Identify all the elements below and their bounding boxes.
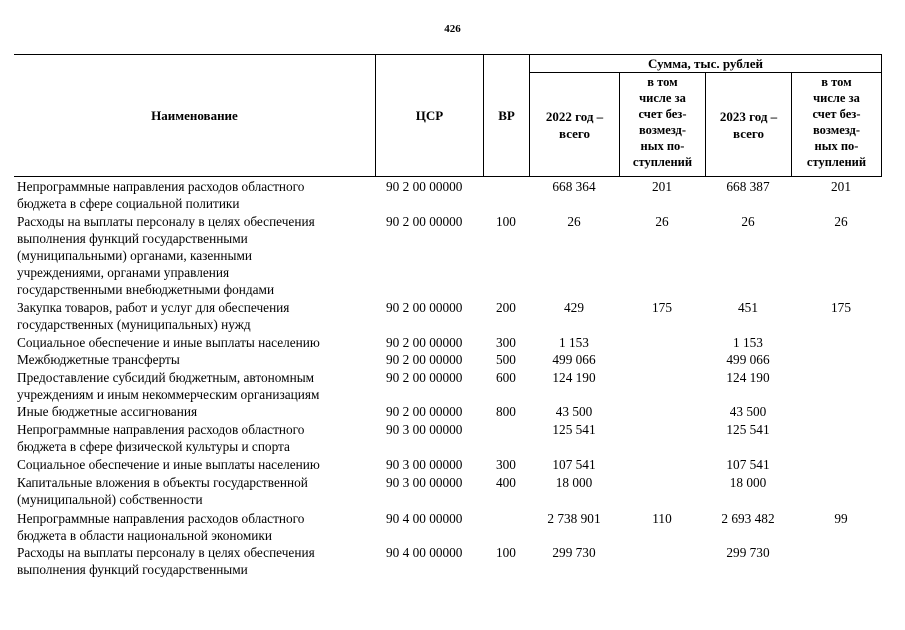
row-csr: 90 4 00 00000 [386, 545, 463, 560]
row-csr: 90 2 00 00000 [386, 370, 463, 385]
header-csr: ЦСР [415, 108, 444, 123]
row-2022-total: 18 000 [555, 475, 593, 490]
row-vr: 100 [496, 545, 516, 560]
row-2022-grants: 201 [652, 179, 672, 194]
row-2023-grants: 175 [831, 300, 851, 315]
row-2023-total: 451 [738, 300, 758, 315]
row-csr: 90 3 00 00000 [386, 457, 463, 472]
row-vr: 300 [496, 335, 516, 350]
row-2023-grants: 26 [834, 214, 848, 229]
col-divider-right [881, 54, 882, 177]
row-2023-total: 1 153 [733, 335, 763, 350]
row-name: Социальное обеспечение и иные выплаты населению [17, 457, 320, 472]
row-2023-total: 124 190 [726, 370, 770, 385]
row-2022-total: 2 738 901 [547, 511, 601, 526]
row-2023-total: 43 500 [729, 404, 767, 419]
row-csr: 90 2 00 00000 [386, 404, 463, 419]
row-2023-total: 668 387 [726, 179, 770, 194]
row-2022-total: 499 066 [552, 352, 596, 367]
sum-divider [530, 72, 882, 73]
row-name: Иные бюджетные ассигнования [17, 404, 198, 419]
header-2023-total: 2023 год – всего [719, 109, 778, 141]
row-vr: 600 [496, 370, 516, 385]
row-csr: 90 4 00 00000 [386, 511, 463, 526]
row-csr: 90 2 00 00000 [386, 352, 463, 367]
row-csr: 90 2 00 00000 [386, 179, 463, 194]
row-2022-grants: 26 [655, 214, 669, 229]
row-2023-total: 26 [741, 214, 755, 229]
row-2022-grants: 175 [652, 300, 672, 315]
row-2022-total: 26 [567, 214, 581, 229]
row-vr: 800 [496, 404, 516, 419]
row-2022-total: 43 500 [555, 404, 593, 419]
row-vr: 300 [496, 457, 516, 472]
row-2023-total: 299 730 [726, 545, 770, 560]
header-name: Наименование [151, 108, 238, 123]
row-2022-total: 429 [564, 300, 584, 315]
row-name: Непрограммные направления расходов областного бюджета в сфере физической культуры и спорта [17, 422, 305, 454]
row-2022-total: 299 730 [552, 545, 596, 560]
row-csr: 90 3 00 00000 [386, 422, 463, 437]
row-name: Социальное обеспечение и иные выплаты населению [17, 335, 320, 350]
row-2023-total: 125 541 [726, 422, 770, 437]
row-2022-total: 1 153 [559, 335, 589, 350]
row-vr: 500 [496, 352, 516, 367]
row-2022-total: 107 541 [552, 457, 596, 472]
row-2023-total: 499 066 [726, 352, 770, 367]
row-csr: 90 3 00 00000 [386, 475, 463, 490]
header-vr: ВР [498, 108, 515, 123]
row-name: Непрограммные направления расходов областного бюджета в сфере социальной политики [17, 179, 305, 211]
row-name: Непрограммные направления расходов областного бюджета в области национальной экономики [17, 511, 305, 543]
row-2022-total: 125 541 [552, 422, 596, 437]
row-2023-grants: 99 [834, 511, 848, 526]
row-name: Межбюджетные трансферты [17, 352, 180, 367]
header-2022-total: 2022 год – всего [545, 109, 604, 141]
row-name: Расходы на выплаты персоналу в целях обеспечения выполнения функций государственными (муниципальными) органами, казенными учреждениями, органами управления государственными внебюджетными фондами [17, 214, 315, 297]
row-csr: 90 2 00 00000 [386, 214, 463, 229]
row-vr: 200 [496, 300, 516, 315]
row-2023-total: 2 693 482 [721, 511, 775, 526]
header-sum: Сумма, тыс. рублей [648, 56, 763, 71]
page-number: 426 [444, 23, 461, 35]
header-2023-grants: в том числе за счет без- возмезд- ных по- ступлений [806, 75, 867, 169]
row-csr: 90 2 00 00000 [386, 335, 463, 350]
row-vr: 100 [496, 214, 516, 229]
row-vr: 400 [496, 475, 516, 490]
row-2022-grants: 110 [652, 511, 672, 526]
row-2022-total: 124 190 [552, 370, 596, 385]
header-2022-grants: в том числе за счет без- возмезд- ных по- ступлений [632, 75, 693, 169]
row-2023-total: 107 541 [726, 457, 770, 472]
row-name: Расходы на выплаты персоналу в целях обеспечения выполнения функций государственными [17, 545, 315, 577]
header-bottom-border [14, 176, 882, 177]
row-csr: 90 2 00 00000 [386, 300, 463, 315]
row-2022-total: 668 364 [552, 179, 596, 194]
row-name: Предоставление субсидий бюджетным, автономным учреждениям и иным некоммерческим организациям [17, 370, 320, 402]
row-2023-total: 18 000 [729, 475, 767, 490]
row-name: Капитальные вложения в объекты государственной (муниципальной) собственности [17, 475, 308, 507]
row-name: Закупка товаров, работ и услуг для обеспечения государственных (муниципальных) нужд [17, 300, 290, 332]
row-2023-grants: 201 [831, 179, 851, 194]
